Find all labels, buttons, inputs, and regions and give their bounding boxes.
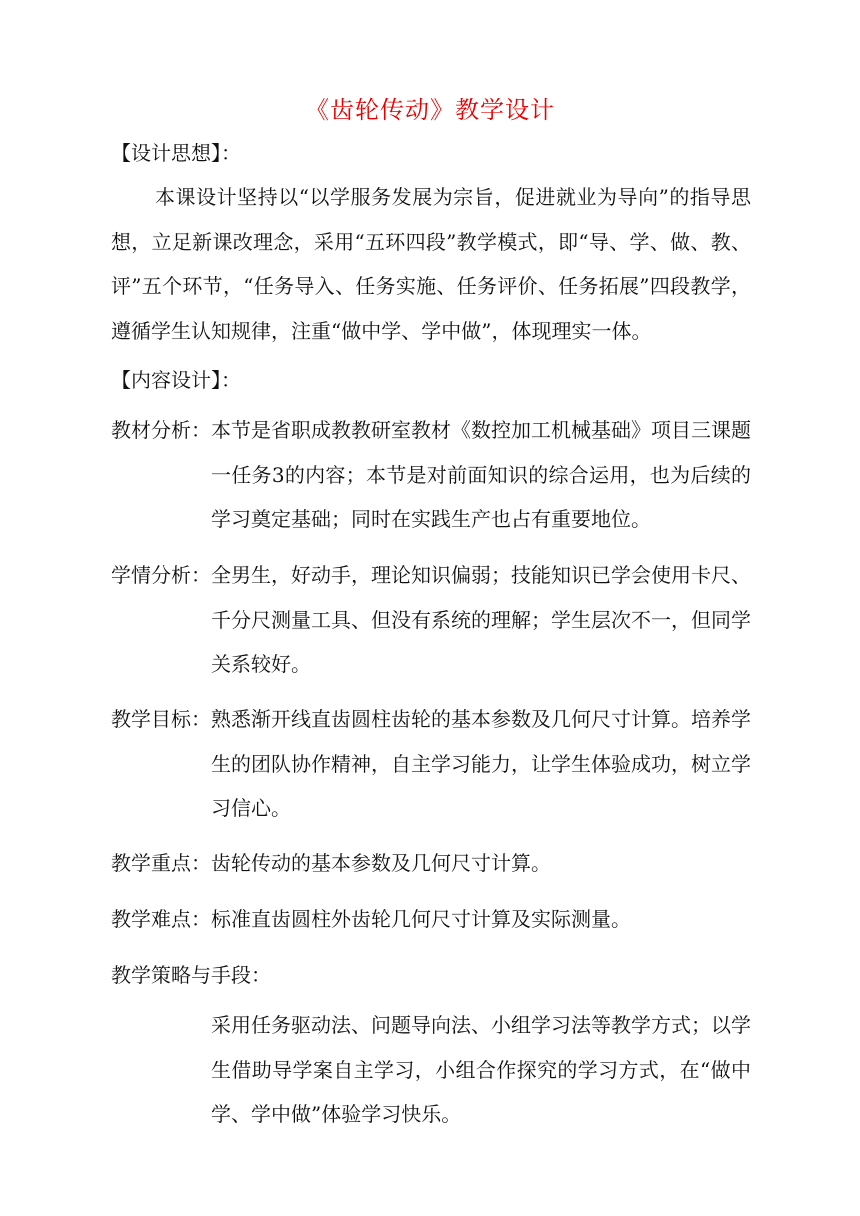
teaching-strategy-label: 教学策略与手段：: [111, 963, 271, 987]
design-idea-heading: 【设计思想】：: [111, 141, 241, 165]
teaching-difficulty-label: 教学难点：: [111, 907, 211, 931]
teaching-objective-label: 教学目标：: [111, 707, 211, 731]
design-idea-paragraph: 本课设计坚持以“以学服务发展为宗旨，促进就业为导向”的指导思想，立足新课改理念，采用“五环四段”教学模式，即“导、学、做、教、评”五个环节，“任务导入、任务实施、任务评价、任务拓展”四段教学，遵循学生认知规律，注重“做中学、学中做”，体现理实一体。: [111, 185, 751, 343]
document-title: 《齿轮传动》教学设计: [305, 96, 555, 124]
textbook-analysis-text: 本节是省职成教教研室教材《数控加工机械基础》项目三课题一任务3的内容；本节是对前面知识的综合运用，也为后续的学习奠定基础；同时在实践生产也占有重要地位。: [211, 418, 751, 531]
teaching-focus-label: 教学重点：: [111, 851, 211, 875]
teaching-strategy-text: 采用任务驱动法、问题导向法、小组学习法等教学方式；以学生借助导学案自主学习，小组合作探究的学习方式，在“做中学、学中做”体验学习快乐。: [211, 1013, 751, 1126]
textbook-analysis-label: 教材分析：: [111, 418, 211, 442]
teaching-objective-text: 熟悉渐开线直齿圆柱齿轮的基本参数及几何尺寸计算。培养学生的团队协作精神，自主学习能力，让学生体验成功，树立学习信心。: [211, 707, 751, 820]
teaching-difficulty-text: 标准直齿圆柱外齿轮几何尺寸计算及实际测量。: [211, 907, 631, 931]
student-analysis-text: 全男生，好动手，理论知识偏弱；技能知识已学会使用卡尺、千分尺测量工具、但没有系统的理解；学生层次不一，但同学关系较好。: [211, 563, 751, 676]
teaching-focus-text: 齿轮传动的基本参数及几何尺寸计算。: [211, 851, 551, 875]
content-design-heading: 【内容设计】：: [111, 368, 241, 392]
student-analysis-label: 学情分析：: [111, 563, 211, 587]
